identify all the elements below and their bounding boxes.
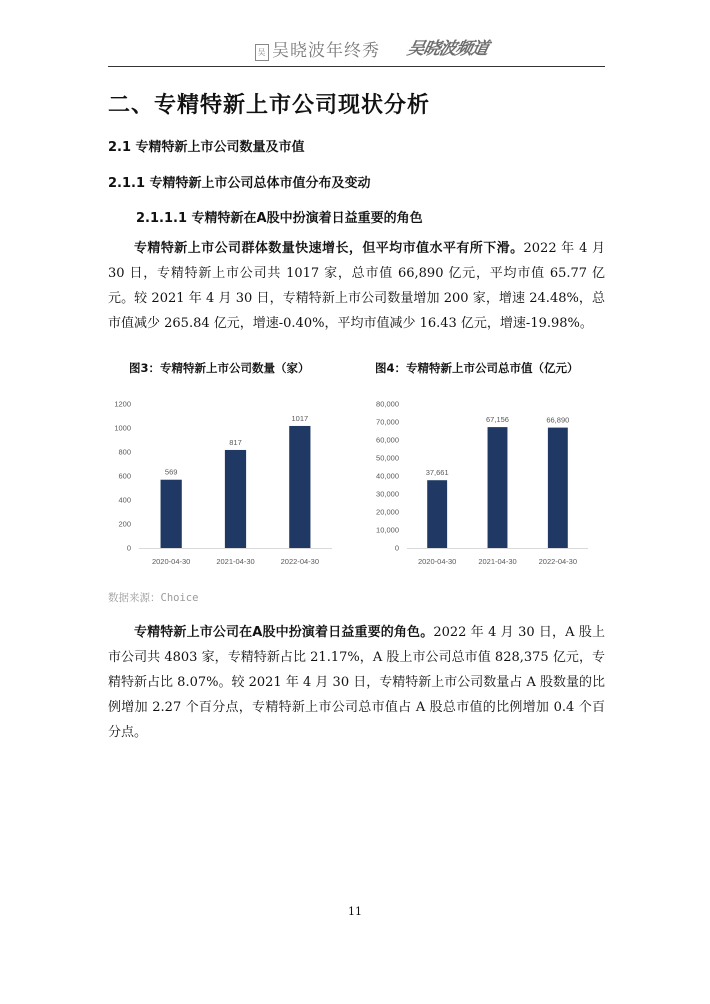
figure-3-title: 图3：专精特新上市公司数量（家） xyxy=(129,361,310,375)
y-tick-label: 20,000 xyxy=(376,507,399,517)
x-tick-label: 2021-04-30 xyxy=(216,557,255,566)
x-tick-label: 2020-04-30 xyxy=(151,557,191,566)
page-header xyxy=(108,30,605,67)
x-tick-label: 2022-04-30 xyxy=(280,557,320,566)
bar-value-label: 569 xyxy=(164,467,178,477)
paragraph-2 xyxy=(108,620,605,745)
page-number: 11 xyxy=(348,905,362,918)
paragraph-1-body: 2022 年 4 月 30 日，专精特新上市公司共 1017 家，总市值 66,890 亿元，平均市值 65.77 亿元。较 2021 年 4 月 30 日，专精特新上市公司数量增加 200 家，增速 24.48%，总市值减少 265.84 亿元，增速-0.40%，平均市值减少 16.43 亿元，增速-19.98%。 xyxy=(108,241,605,331)
x-tick-label: 2021-04-30 xyxy=(478,557,517,566)
bar-value-label: 37,661 xyxy=(425,468,449,478)
y-tick-label: 50,000 xyxy=(376,453,399,463)
minor-heading: 2.1.1.1 专精特新在A股中扮演着日益重要的角色 xyxy=(136,211,423,226)
chart-market-cap xyxy=(364,390,594,575)
bar xyxy=(289,426,310,548)
paragraph-1-lead: 专精特新上市公司群体数量快速增长，但平均市值水平有所下滑。 xyxy=(134,241,524,256)
bar xyxy=(548,428,568,548)
paragraph-2-body: 2022 年 4 月 30 日，A 股上市公司共 4803 家，专精特新占比 21.17%，A 股上市公司总市值 828,375 亿元，专精特新占比 8.07%。较 2021 年 4 月 30 日，专精特新上市公司数量占 A 股数量的比例增加 2.27 个百分点，专精特新上市公司总市值占 A 股总市值的比例增加 0.4 个百分点。 xyxy=(108,625,605,740)
y-tick-label: 30,000 xyxy=(376,489,399,499)
y-tick-label: 600 xyxy=(118,471,131,481)
chart-svg xyxy=(108,390,338,575)
brand-seal-icon: 吴 xyxy=(255,44,269,61)
bar xyxy=(488,427,508,548)
chart-svg xyxy=(364,390,594,575)
bar-value-label: 817 xyxy=(229,437,242,447)
bar-value-label: 67,156 xyxy=(486,415,509,425)
bar xyxy=(225,450,246,548)
header-signature-logo: 吴晓波频道 xyxy=(405,39,490,59)
brand-text: 吴晓波年终秀 xyxy=(272,41,380,61)
subsubsection-heading: 2.1.1 专精特新上市公司总体市值分布及变动 xyxy=(108,176,371,191)
x-tick-label: 2022-04-30 xyxy=(538,557,578,566)
y-tick-label: 1000 xyxy=(114,423,131,433)
figure-4-title: 图4：专精特新上市公司总市值（亿元） xyxy=(375,361,579,375)
data-source-note: 数据来源：Choice xyxy=(108,592,199,604)
subsection-heading: 2.1 专精特新上市公司数量及市值 xyxy=(108,140,305,155)
section-heading: 二、专精特新上市公司现状分析 xyxy=(108,93,431,118)
paragraph-2-lead: 专精特新上市公司在A股中扮演着日益重要的角色。 xyxy=(134,625,434,640)
y-tick-label: 400 xyxy=(118,495,131,505)
header-brand xyxy=(255,36,380,61)
y-tick-label: 800 xyxy=(118,447,131,457)
y-tick-label: 70,000 xyxy=(376,417,399,427)
chart-company-count xyxy=(108,390,338,575)
y-tick-label: 0 xyxy=(126,543,131,553)
y-tick-label: 1200 xyxy=(114,399,131,409)
bar-value-label: 66,890 xyxy=(546,415,570,425)
bar xyxy=(161,480,182,548)
y-tick-label: 200 xyxy=(118,519,131,529)
paragraph-1 xyxy=(108,236,605,336)
y-tick-label: 40,000 xyxy=(376,471,399,481)
bar xyxy=(427,480,447,548)
bar-value-label: 1017 xyxy=(291,413,309,423)
y-tick-label: 60,000 xyxy=(376,435,399,445)
y-tick-label: 0 xyxy=(394,543,399,553)
y-tick-label: 80,000 xyxy=(376,399,399,409)
y-tick-label: 10,000 xyxy=(376,525,399,535)
x-tick-label: 2020-04-30 xyxy=(417,557,457,566)
